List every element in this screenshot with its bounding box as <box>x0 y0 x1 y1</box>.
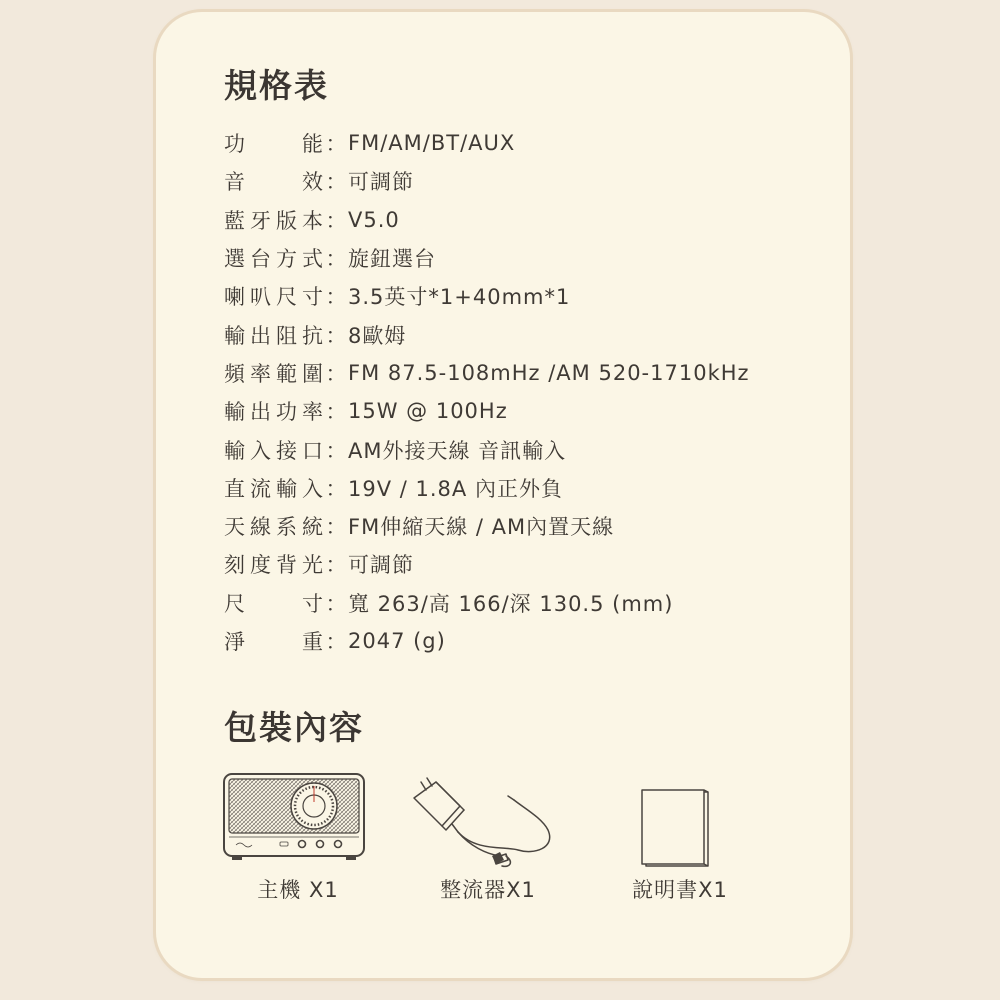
spec-separator: ： <box>325 208 347 233</box>
spec-separator: ： <box>325 438 347 463</box>
package-item-label: 主機 X1 <box>257 878 339 902</box>
spec-separator: ： <box>325 400 347 425</box>
spec-separator: ： <box>325 476 347 501</box>
spec-value: 可調節 <box>348 170 414 195</box>
spec-list <box>224 124 750 660</box>
spec-value: 19V / 1.8A 內正外負 <box>348 476 563 501</box>
spec-row-frequency <box>224 354 750 392</box>
spec-label: 音效 <box>224 170 324 195</box>
power-adapter-icon <box>406 776 556 876</box>
spec-separator: ： <box>325 132 347 157</box>
spec-separator: ： <box>325 591 347 616</box>
spec-separator: ： <box>325 630 347 654</box>
spec-label: 直流輸入 <box>224 476 324 501</box>
spec-label: 選台方式 <box>224 247 324 272</box>
spec-value: 3.5英寸*1+40mm*1 <box>348 285 571 310</box>
spec-value: 寬 263/高 166/深 130.5 (mm) <box>348 591 674 616</box>
radio-icon <box>222 772 366 862</box>
spec-label: 刻度背光 <box>224 553 324 578</box>
spec-row-speaker <box>224 277 750 315</box>
spec-row-dimensions <box>224 584 750 622</box>
spec-row-dc-input <box>224 469 750 507</box>
spec-value: 旋鈕選台 <box>348 247 436 272</box>
spec-row-power <box>224 392 750 430</box>
spec-row-weight <box>224 622 750 660</box>
package-item-label: 說明書X1 <box>632 878 728 902</box>
spec-separator: ： <box>325 323 347 348</box>
package-title: 包裝內容 <box>224 708 364 747</box>
spec-label: 功能 <box>224 132 324 157</box>
spec-value: AM外接天線 音訊輸入 <box>348 438 567 463</box>
spec-row-sound <box>224 162 750 200</box>
spec-separator: ： <box>325 361 347 386</box>
spec-row-impedance <box>224 315 750 353</box>
spec-label: 輸出功率 <box>224 400 324 425</box>
spec-separator: ： <box>325 515 347 540</box>
spec-label: 輸入接口 <box>224 438 324 463</box>
spec-separator: ： <box>325 285 347 310</box>
manual-illustration <box>638 788 714 876</box>
spec-row-antenna <box>224 507 750 545</box>
spec-label: 天線系統 <box>224 515 324 540</box>
package-item-label: 整流器X1 <box>440 878 536 902</box>
spec-value: 15W @ 100Hz <box>348 399 508 424</box>
spec-label: 藍牙版本 <box>224 208 324 233</box>
spec-row-tuning <box>224 239 750 277</box>
spec-separator: ： <box>325 553 347 578</box>
spec-row-bluetooth <box>224 201 750 239</box>
specs-title: 規格表 <box>224 66 329 105</box>
spec-separator: ： <box>325 170 347 195</box>
manual-icon <box>638 788 714 872</box>
spec-value: 可調節 <box>348 553 414 578</box>
spec-value: FM伸縮天線 / AM內置天線 <box>348 515 615 540</box>
radio-illustration <box>222 772 366 866</box>
spec-separator: ： <box>325 247 347 272</box>
spec-value: V5.0 <box>348 207 400 232</box>
spec-label: 淨重 <box>224 630 324 654</box>
adapter-illustration <box>406 776 556 880</box>
spec-label: 尺寸 <box>224 591 324 616</box>
spec-label: 輸出阻抗 <box>224 323 324 348</box>
spec-value: FM 87.5-108mHz /AM 520-1710kHz <box>348 360 750 385</box>
spec-value: 8歐姆 <box>348 323 407 348</box>
spec-label: 喇叭尺寸 <box>224 285 324 310</box>
spec-label: 頻率範圍 <box>224 361 324 386</box>
spec-row-input <box>224 430 750 468</box>
spec-value: FM/AM/BT/AUX <box>348 131 516 156</box>
spec-card <box>156 12 850 978</box>
spec-row-backlight <box>224 545 750 583</box>
spec-row-function <box>224 124 750 162</box>
spec-value: 2047 (g) <box>348 629 446 653</box>
